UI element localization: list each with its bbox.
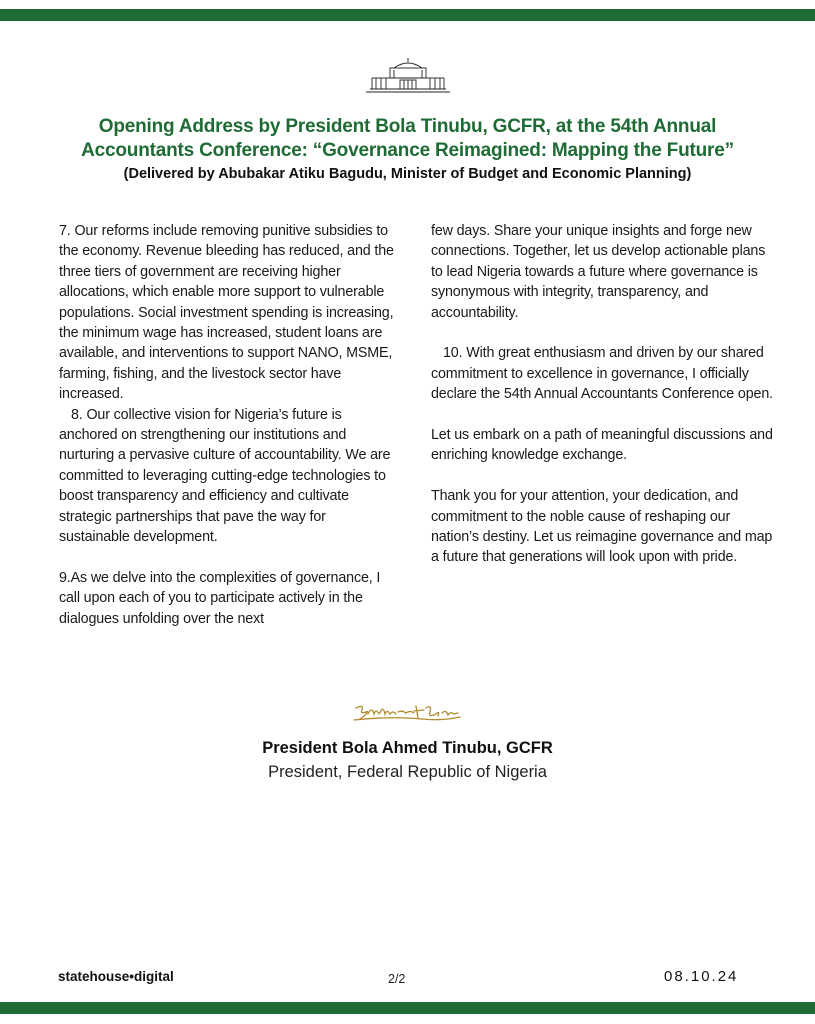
paragraph-closing-2: Thank you for your attention, your dedication, and commitment to the noble cause of reshaping our nation’s destiny. Let us reimagine governance and map a future that generations will look upon with pride. <box>431 488 773 566</box>
paragraph-7: 7. Our reforms include removing punitive subsidies to the economy. Revenue bleeding has reduced, and the three tiers of government are receiving higher allocations, which enable more support to vulnerable populations. Social investment spending is increasing, the minimum wage has increased, student loans are available, and interventions to support NANO, MSME, farming, fishing, and the livestock sector have increased. <box>59 223 394 403</box>
title-line-1: Opening Address by President Bola Tinubu, GCFR, at the 54th Annual <box>98 116 717 137</box>
paragraph-8: 8. Our collective vision for Nigeria’s future is anchored on strengthening our institutions and nurturing a pervasive culture of accountability. We are committed to leveraging cutting-edge technologies to boost transparency and efficiency and cultivate strategic partnerships that pave the way for sustainable development. <box>59 406 391 546</box>
footer-date: 08.10.24 <box>664 968 739 985</box>
title-line-2: Accountants Conference: “Governance Reimagined: Mapping the Future” <box>81 140 734 161</box>
signatory-name: President Bola Ahmed Tinubu, GCFR <box>262 739 553 757</box>
page-number: 2/2 <box>388 972 406 986</box>
signatory-title: President, Federal Republic of Nigeria <box>268 763 547 781</box>
footer-brand: statehouse•digital <box>58 969 174 984</box>
bottom-green-bar <box>0 1002 815 1014</box>
paragraph-closing-1: Let us embark on a path of meaningful discussions and enriching knowledge exchange. <box>431 427 773 464</box>
signature-image <box>352 700 464 724</box>
left-column <box>59 221 399 629</box>
paragraph-10: 10. With great enthusiasm and driven by our shared commitment to excellence in governance, I officially declare the 54th Annual Accountants Conference open. <box>431 345 773 403</box>
paragraph-9-continued: few days. Share your unique insights and forge new connections. Together, let us develop actionable plans to lead Nigeria towards a future where governance is synonymous with integrity, transparency, and accountability. <box>431 223 766 321</box>
delivery-note: (Delivered by Abubakar Atiku Bagudu, Minister of Budget and Economic Planning) <box>123 166 692 182</box>
right-column <box>431 221 776 568</box>
state-house-building-icon <box>364 56 452 96</box>
page-title <box>30 115 785 163</box>
paragraph-9: 9.As we delve into the complexities of governance, I call upon each of you to participate actively in the dialogues unfolding over the next <box>59 569 381 627</box>
top-green-bar <box>0 9 815 21</box>
